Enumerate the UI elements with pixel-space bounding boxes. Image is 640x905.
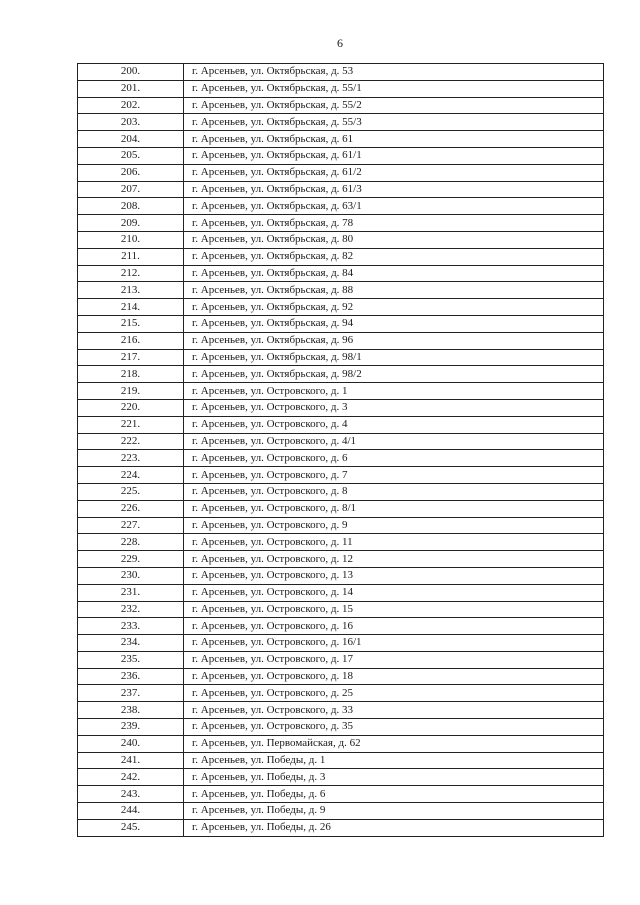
table-row [78, 164, 604, 181]
row-number: 209. [78, 215, 184, 232]
row-number: 238. [78, 702, 184, 719]
table-row [78, 332, 604, 349]
table-row [78, 467, 604, 484]
row-number: 213. [78, 282, 184, 299]
row-number: 211. [78, 248, 184, 265]
row-number: 212. [78, 265, 184, 282]
row-number: 228. [78, 534, 184, 551]
row-address: г. Арсеньев, ул. Победы, д. 9 [184, 803, 604, 820]
table-row [78, 668, 604, 685]
row-address: г. Арсеньев, ул. Победы, д. 3 [184, 769, 604, 786]
row-number: 220. [78, 399, 184, 416]
row-address: г. Арсеньев, ул. Островского, д. 35 [184, 719, 604, 736]
row-address: г. Арсеньев, ул. Октябрьская, д. 96 [184, 332, 604, 349]
row-address: г. Арсеньев, ул. Октябрьская, д. 55/2 [184, 97, 604, 114]
row-number: 242. [78, 769, 184, 786]
row-number: 203. [78, 114, 184, 131]
table-row [78, 651, 604, 668]
row-number: 237. [78, 685, 184, 702]
row-address: г. Арсеньев, ул. Октябрьская, д. 88 [184, 282, 604, 299]
row-number: 215. [78, 315, 184, 332]
row-number: 205. [78, 147, 184, 164]
row-number: 229. [78, 551, 184, 568]
row-number: 236. [78, 668, 184, 685]
row-number: 232. [78, 601, 184, 618]
table-row [78, 299, 604, 316]
row-address: г. Арсеньев, ул. Островского, д. 14 [184, 584, 604, 601]
row-number: 218. [78, 366, 184, 383]
table-row [78, 416, 604, 433]
row-address: г. Арсеньев, ул. Победы, д. 26 [184, 819, 604, 836]
table-row [78, 282, 604, 299]
row-address: г. Арсеньев, ул. Островского, д. 17 [184, 651, 604, 668]
row-address: г. Арсеньев, ул. Октябрьская, д. 80 [184, 231, 604, 248]
row-number: 243. [78, 786, 184, 803]
row-number: 231. [78, 584, 184, 601]
row-number: 222. [78, 433, 184, 450]
row-number: 234. [78, 635, 184, 652]
row-number: 221. [78, 416, 184, 433]
row-address: г. Арсеньев, ул. Октябрьская, д. 92 [184, 299, 604, 316]
row-number: 224. [78, 467, 184, 484]
table-row [78, 64, 604, 81]
table-row [78, 735, 604, 752]
address-table-body [78, 64, 604, 837]
table-row [78, 500, 604, 517]
table-row [78, 97, 604, 114]
row-address: г. Арсеньев, ул. Островского, д. 16 [184, 618, 604, 635]
row-number: 210. [78, 231, 184, 248]
table-row [78, 366, 604, 383]
row-address: г. Арсеньев, ул. Октябрьская, д. 78 [184, 215, 604, 232]
row-address: г. Арсеньев, ул. Октябрьская, д. 61/3 [184, 181, 604, 198]
row-address: г. Арсеньев, ул. Островского, д. 9 [184, 517, 604, 534]
row-number: 202. [78, 97, 184, 114]
row-number: 214. [78, 299, 184, 316]
table-row [78, 349, 604, 366]
table-row [78, 584, 604, 601]
row-address: г. Арсеньев, ул. Островского, д. 11 [184, 534, 604, 551]
row-number: 245. [78, 819, 184, 836]
row-address: г. Арсеньев, ул. Октябрьская, д. 55/1 [184, 80, 604, 97]
table-row [78, 181, 604, 198]
table-row [78, 534, 604, 551]
table-row [78, 147, 604, 164]
table-row [78, 399, 604, 416]
row-address: г. Арсеньев, ул. Островского, д. 6 [184, 450, 604, 467]
row-address: г. Арсеньев, ул. Октябрьская, д. 53 [184, 64, 604, 81]
table-row [78, 601, 604, 618]
row-number: 201. [78, 80, 184, 97]
row-address: г. Арсеньев, ул. Победы, д. 6 [184, 786, 604, 803]
table-row [78, 131, 604, 148]
table-row [78, 702, 604, 719]
table-row [78, 635, 604, 652]
row-number: 244. [78, 803, 184, 820]
address-table [77, 63, 604, 837]
row-address: г. Арсеньев, ул. Октябрьская, д. 98/1 [184, 349, 604, 366]
row-address: г. Арсеньев, ул. Островского, д. 13 [184, 567, 604, 584]
row-number: 200. [78, 64, 184, 81]
row-address: г. Арсеньев, ул. Октябрьская, д. 61/2 [184, 164, 604, 181]
row-number: 207. [78, 181, 184, 198]
row-address: г. Арсеньев, ул. Островского, д. 4/1 [184, 433, 604, 450]
row-number: 208. [78, 198, 184, 215]
table-row [78, 80, 604, 97]
table-row [78, 231, 604, 248]
row-address: г. Арсеньев, ул. Октябрьская, д. 82 [184, 248, 604, 265]
row-address: г. Арсеньев, ул. Островского, д. 1 [184, 383, 604, 400]
row-address: г. Арсеньев, ул. Октябрьская, д. 63/1 [184, 198, 604, 215]
row-address: г. Арсеньев, ул. Островского, д. 8 [184, 483, 604, 500]
row-number: 239. [78, 719, 184, 736]
row-number: 225. [78, 483, 184, 500]
table-row [78, 685, 604, 702]
table-row [78, 719, 604, 736]
row-address: г. Арсеньев, ул. Островского, д. 15 [184, 601, 604, 618]
row-address: г. Арсеньев, ул. Октябрьская, д. 84 [184, 265, 604, 282]
table-row [78, 215, 604, 232]
row-address: г. Арсеньев, ул. Островского, д. 7 [184, 467, 604, 484]
row-address: г. Арсеньев, ул. Октябрьская, д. 55/3 [184, 114, 604, 131]
table-row [78, 517, 604, 534]
row-address: г. Арсеньев, ул. Октябрьская, д. 94 [184, 315, 604, 332]
page-number: 6 [337, 36, 343, 50]
table-row [78, 618, 604, 635]
table-row [78, 198, 604, 215]
table-row [78, 248, 604, 265]
table-row [78, 769, 604, 786]
row-address: г. Арсеньев, ул. Победы, д. 1 [184, 752, 604, 769]
table-row [78, 433, 604, 450]
row-address: г. Арсеньев, ул. Островского, д. 25 [184, 685, 604, 702]
table-row [78, 752, 604, 769]
row-number: 235. [78, 651, 184, 668]
table-row [78, 567, 604, 584]
row-number: 217. [78, 349, 184, 366]
table-row [78, 265, 604, 282]
table-row [78, 114, 604, 131]
row-address: г. Арсеньев, ул. Островского, д. 3 [184, 399, 604, 416]
row-number: 216. [78, 332, 184, 349]
row-number: 226. [78, 500, 184, 517]
row-address: г. Арсеньев, ул. Островского, д. 4 [184, 416, 604, 433]
row-address: г. Арсеньев, ул. Октябрьская, д. 61/1 [184, 147, 604, 164]
row-address: г. Арсеньев, ул. Островского, д. 8/1 [184, 500, 604, 517]
row-address: г. Арсеньев, ул. Островского, д. 16/1 [184, 635, 604, 652]
row-number: 219. [78, 383, 184, 400]
row-number: 204. [78, 131, 184, 148]
table-row [78, 450, 604, 467]
table-row [78, 483, 604, 500]
table-row [78, 786, 604, 803]
row-number: 241. [78, 752, 184, 769]
table-row [78, 819, 604, 836]
row-address: г. Арсеньев, ул. Октябрьская, д. 61 [184, 131, 604, 148]
row-number: 206. [78, 164, 184, 181]
table-row [78, 315, 604, 332]
row-number: 227. [78, 517, 184, 534]
row-number: 240. [78, 735, 184, 752]
row-address: г. Арсеньев, ул. Первомайская, д. 62 [184, 735, 604, 752]
table-row [78, 383, 604, 400]
row-number: 233. [78, 618, 184, 635]
row-number: 230. [78, 567, 184, 584]
row-address: г. Арсеньев, ул. Октябрьская, д. 98/2 [184, 366, 604, 383]
table-row [78, 803, 604, 820]
row-address: г. Арсеньев, ул. Островского, д. 12 [184, 551, 604, 568]
row-number: 223. [78, 450, 184, 467]
table-row [78, 551, 604, 568]
row-address: г. Арсеньев, ул. Островского, д. 18 [184, 668, 604, 685]
row-address: г. Арсеньев, ул. Островского, д. 33 [184, 702, 604, 719]
